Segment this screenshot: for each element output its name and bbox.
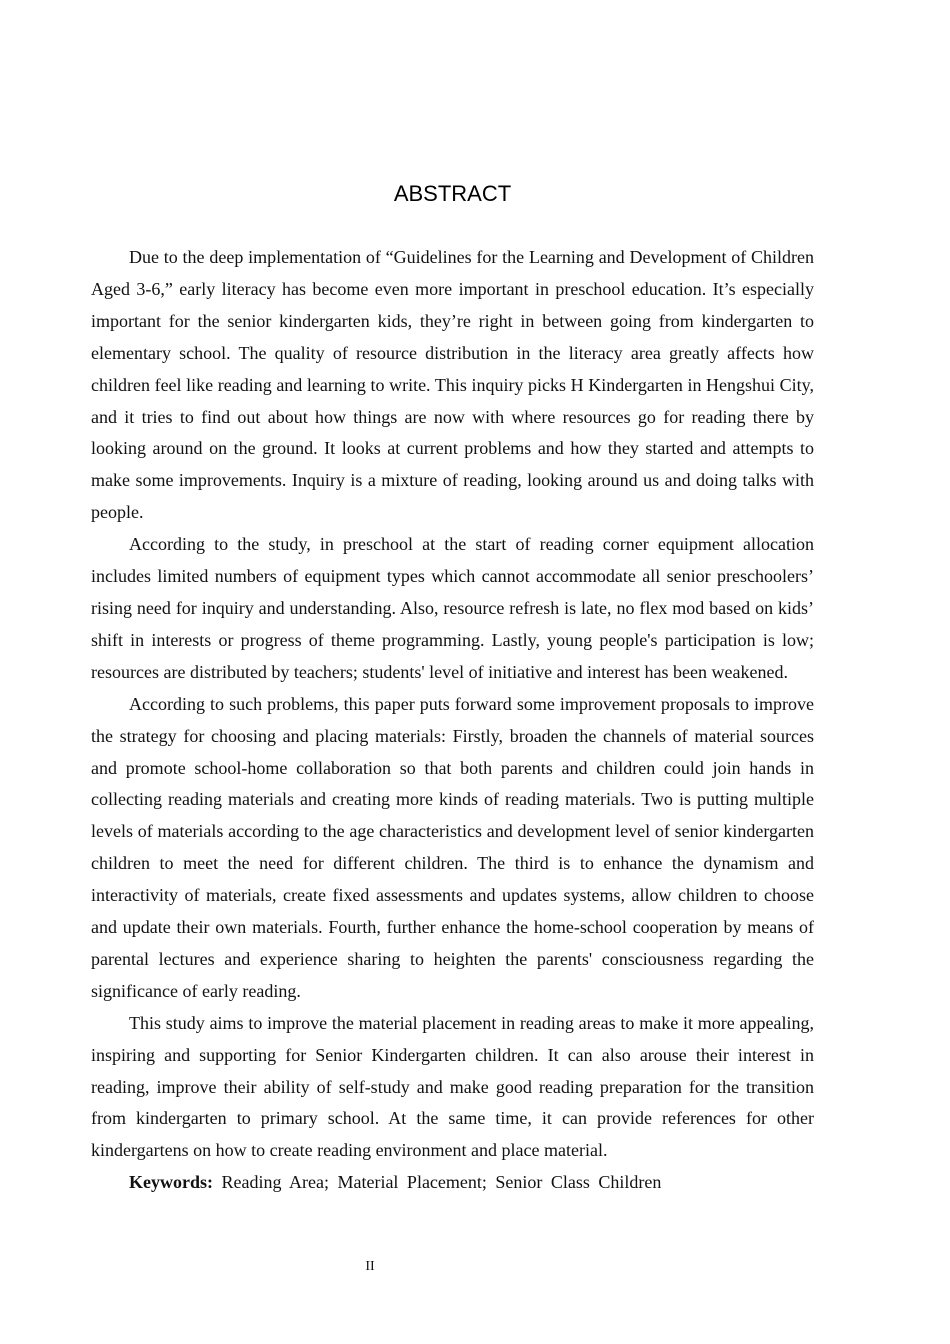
keywords-line <box>91 1167 814 1199</box>
page-number: II <box>365 1259 375 1274</box>
abstract-body <box>91 242 814 1199</box>
paragraph-1: Due to the deep implementation of “Guidelines for the Learning and Development of Children Aged 3-6,” early literacy has become even more important in preschool education. It’s especially important for the senior kindergarten kids, they’re right in between going from kindergarten to elementary school. The quality of resource distribution in the literacy area greatly affects how children feel like reading and learning to write. This inquiry picks H Kindergarten in Hengshui City, and it tries to find out about how things are now with where resources go for reading there by looking around on the ground. It looks at current problems and how they started and attempts to make some improvements. Inquiry is a mixture of reading, looking around us and doing talks with people. <box>91 247 814 523</box>
keywords-label: Keywords: <box>129 1172 213 1193</box>
keywords-list: Reading Area; Material Placement; Senior Class Children <box>221 1172 662 1193</box>
paragraph-2: According to the study, in preschool at the start of reading corner equipment allocation includes limited numbers of equipment types which cannot accommodate all senior preschoolers’ rising need for inquiry and understanding. Also, resource refresh is late, no flex mod based on kids’ shift in interests or progress of theme programming. Lastly, young people's participation is low; resources are distributed by teachers; students' level of initiative and interest has been weakened. <box>91 534 814 682</box>
paragraph-4: This study aims to improve the material placement in reading areas to make it more appealing, inspiring and supporting for Senior Kindergarten children. It can also arouse their interest in reading, improve their ability of self-study and make good reading preparation for the transition from kindergarten to primary school. At the same time, it can provide references for other kindergartens on how to create reading environment and place material. <box>91 1012 814 1161</box>
abstract-title: ABSTRACT <box>393 181 512 206</box>
paragraph-3: According to such problems, this paper puts forward some improvement proposals to improve the strategy for choosing and placing materials: Firstly, broaden the channels of material sources and promote school-home collaboration so that both parents and children could join hands in collecting reading materials and creating more kinds of reading materials. Two is putting multiple levels of materials according to the age characteristics and development level of senior kindergarten children to meet the need for different children. The third is to enhance the dynamism and interactivity of materials, create fixed assessments and updates systems, allow children to choose and update their own materials. Fourth, further enhance the home-school cooperation by means of parental lectures and experience sharing to heighten the parents' consciousness regarding the significance of early reading. <box>91 693 814 1001</box>
